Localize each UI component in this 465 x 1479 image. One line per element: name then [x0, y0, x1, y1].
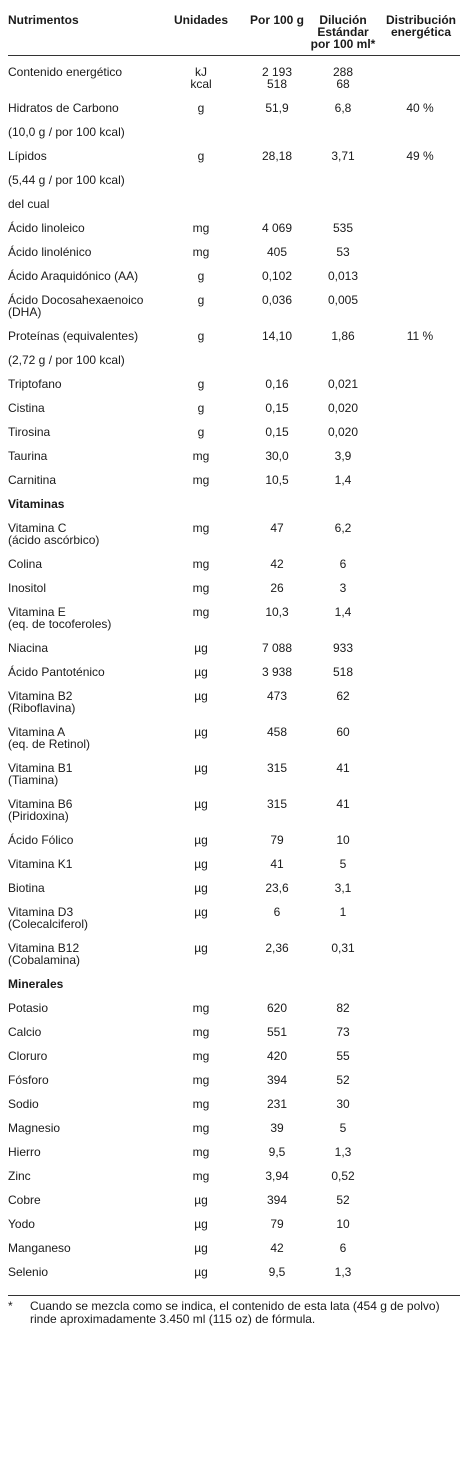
nutrient-name: Hierro [8, 1145, 41, 1159]
table-row [0, 426, 465, 450]
nutrient-name: Yodo [8, 1217, 35, 1231]
dilution-cell: 0,020 [327, 425, 359, 439]
dilution-cell: 5 [339, 1121, 347, 1135]
per-100g-cell: 51,9 [265, 101, 289, 115]
unit-cell: g [197, 149, 205, 163]
unit-cell: mg [192, 557, 210, 571]
table-row [0, 882, 465, 906]
per-100g-cell: 620 [266, 1001, 288, 1015]
nutrient-name: Cistina [8, 401, 45, 415]
per-100g-cell: 0,16 [265, 377, 289, 391]
dilution-cell: 0,020 [327, 401, 359, 415]
per-100g-cell: 7 088 [261, 641, 293, 655]
note-text: (10,0 g / por 100 kcal) [8, 125, 125, 139]
table-row [0, 1122, 465, 1146]
per-100g-cell: 10,3 [265, 605, 289, 619]
note-text: (2,72 g / por 100 kcal) [8, 353, 125, 367]
note-row [0, 126, 465, 150]
dilution-cell: 41 [336, 797, 350, 811]
unit-cell: mg [192, 1097, 210, 1111]
dilution-cell: 0,013 [327, 269, 359, 283]
table-row [0, 378, 465, 402]
dilution-cell: 62 [336, 689, 350, 703]
per-100g-cell: 420 [266, 1049, 288, 1063]
nutrient-name: Vitamina A (eq. de Retinol) [8, 725, 91, 751]
dilution-cell: 933 [332, 641, 354, 655]
nutrient-name: Hidratos de Carbono [8, 101, 119, 115]
nutrient-name: Vitamina D3 (Colecalciferol) [8, 905, 89, 931]
unit-cell: mg [192, 1145, 210, 1159]
dilution-cell: 30 [336, 1097, 350, 1111]
per-100g-cell: 231 [266, 1097, 288, 1111]
footer-divider [8, 1295, 460, 1296]
section-title: Vitaminas [8, 497, 65, 511]
distribution-cell: 49 % [406, 149, 434, 163]
nutrient-name: Contenido energético [8, 65, 123, 79]
dilution-cell: 0,31 [331, 941, 355, 955]
dilution-cell: 1,86 [331, 329, 355, 343]
nutrient-name: Calcio [8, 1025, 42, 1039]
table-row [0, 1242, 465, 1266]
nutrient-name: Vitamina B12 (Cobalamina) [8, 941, 81, 967]
per-100g-cell: 3,94 [265, 1169, 289, 1183]
per-100g-cell: 26 [270, 581, 284, 595]
unit-cell: g [197, 425, 205, 439]
table-row [0, 294, 465, 318]
unit-cell: µg [194, 797, 208, 811]
unit-cell: mg [192, 473, 210, 487]
footnote-text: Cuando se mezcla como se indica, el contenido de esta lata (454 g de polvo) rinde aproximadamente 3.450 ml (115 oz) de fórmula. [30, 1299, 440, 1326]
dilution-cell: 10 [336, 1217, 350, 1231]
nutrient-name: Vitamina B6 (Piridoxina) [8, 797, 73, 823]
per-100g-cell: 3 938 [261, 665, 293, 679]
dilution-cell: 52 [336, 1073, 350, 1087]
per-100g-cell: 2,36 [265, 941, 289, 955]
per-100g-cell: 458 [266, 725, 288, 739]
table-row [0, 642, 465, 666]
nutrient-name: Ácido Fólico [8, 833, 74, 847]
nutrient-name: Ácido Pantoténico [8, 665, 105, 679]
per-100g-cell: 0,036 [261, 293, 293, 307]
unit-cell: µg [194, 833, 208, 847]
table-row [0, 450, 465, 474]
dilution-cell: 518 [332, 665, 354, 679]
unit-cell: µg [194, 689, 208, 703]
per-100g-cell: 10,5 [265, 473, 289, 487]
nutrient-name: Ácido Araquidónico (AA) [8, 269, 139, 283]
table-row [0, 858, 465, 882]
dilution-cell: 3 [339, 581, 347, 595]
nutrient-name: Magnesio [8, 1121, 61, 1135]
dilution-cell: 1 [339, 905, 347, 919]
unit-cell: g [197, 401, 205, 415]
section-title: Minerales [8, 977, 64, 991]
nutrient-name: Selenio [8, 1265, 49, 1279]
table-row [0, 798, 465, 822]
section-heading [0, 978, 465, 1002]
dilution-cell: 5 [339, 857, 347, 871]
dilution-cell: 53 [336, 245, 350, 259]
nutrient-name: Ácido linoleico [8, 221, 85, 235]
unit-cell: g [197, 269, 205, 283]
table-row [0, 942, 465, 966]
unit-cell: mg [192, 1001, 210, 1015]
table-row [0, 582, 465, 606]
nutrient-name: Lípidos [8, 149, 47, 163]
note-text: del cual [8, 197, 50, 211]
per-100g-cell: 23,6 [265, 881, 289, 895]
table-row [0, 102, 465, 126]
dilution-cell: 1,4 [334, 605, 352, 619]
table-row [0, 666, 465, 690]
per-100g-cell: 473 [266, 689, 288, 703]
nutrient-name: Triptofano [8, 377, 62, 391]
table-row [0, 906, 465, 930]
nutrient-name: Vitamina C (ácido ascórbico) [8, 521, 100, 547]
nutrient-name: Fósforo [8, 1073, 49, 1087]
unit-cell: µg [194, 1265, 208, 1279]
dilution-cell: 10 [336, 833, 350, 847]
header-nutrient: Nutrimentos [8, 13, 79, 27]
nutrient-name: Cobre [8, 1193, 41, 1207]
nutrient-name: Ácido Docosahexaenoico (DHA) [8, 293, 144, 319]
table-row [0, 1194, 465, 1218]
table-row [0, 270, 465, 294]
per-100g-cell: 394 [266, 1193, 288, 1207]
table-row [0, 402, 465, 426]
nutrient-name: Manganeso [8, 1241, 71, 1255]
per-100g-cell: 42 [270, 557, 284, 571]
per-100g-cell: 0,102 [261, 269, 293, 283]
table-row [0, 1074, 465, 1098]
dilution-cell: 1,3 [334, 1265, 352, 1279]
nutrient-name: Biotina [8, 881, 45, 895]
nutrient-name: Ácido linolénico [8, 245, 92, 259]
table-row [0, 522, 465, 546]
unit-cell: mg [192, 581, 210, 595]
per-100g-cell: 9,5 [268, 1265, 286, 1279]
unit-cell: µg [194, 1193, 208, 1207]
dilution-cell: 6 [339, 557, 347, 571]
dilution-cell: 0,52 [331, 1169, 355, 1183]
table-row [0, 246, 465, 270]
nutrient-name: Proteínas (equivalentes) [8, 329, 139, 343]
table-row [0, 834, 465, 858]
header-divider [8, 55, 460, 56]
dilution-cell: 6 [339, 1241, 347, 1255]
unit-cell: mg [192, 1121, 210, 1135]
unit-cell: µg [194, 941, 208, 955]
distribution-cell: 40 % [406, 101, 434, 115]
header-dilution: Dilución Estándar por 100 ml* [310, 13, 376, 51]
note-text: (5,44 g / por 100 kcal) [8, 173, 125, 187]
per-100g-cell: 42 [270, 1241, 284, 1255]
per-100g-cell: 30,0 [265, 449, 289, 463]
table-row [0, 606, 465, 630]
unit-cell: mg [192, 521, 210, 535]
table-row [0, 1050, 465, 1074]
unit-cell: µg [194, 761, 208, 775]
table-row [0, 474, 465, 498]
per-100g-cell: 0,15 [265, 425, 289, 439]
unit-cell: mg [192, 221, 210, 235]
table-row [0, 222, 465, 246]
per-100g-cell: 394 [266, 1073, 288, 1087]
unit-cell: mg [192, 1073, 210, 1087]
dilution-cell: 55 [336, 1049, 350, 1063]
table-row [0, 1002, 465, 1026]
unit-cell: µg [194, 881, 208, 895]
table-row [0, 1218, 465, 1242]
nutrient-name: Vitamina B1 (Tiamina) [8, 761, 73, 787]
per-100g-cell: 39 [270, 1121, 284, 1135]
table-row [0, 690, 465, 714]
dilution-cell: 3,1 [334, 881, 352, 895]
per-100g-cell: 9,5 [268, 1145, 286, 1159]
table-row [0, 1146, 465, 1170]
section-heading [0, 498, 465, 522]
per-100g-cell: 0,15 [265, 401, 289, 415]
unit-cell: µg [194, 1217, 208, 1231]
dilution-cell: 0,021 [327, 377, 359, 391]
nutrient-name: Taurina [8, 449, 48, 463]
nutrient-name: Cloruro [8, 1049, 48, 1063]
dilution-cell: 1,3 [334, 1145, 352, 1159]
header-per-100g: Por 100 g [249, 13, 305, 27]
per-100g-cell: 79 [270, 833, 284, 847]
per-100g-cell: 315 [266, 797, 288, 811]
footnote-marker: * [8, 1299, 13, 1313]
table-row [0, 1098, 465, 1122]
header-units: Unidades [173, 13, 228, 27]
nutrient-name: Sodio [8, 1097, 39, 1111]
table-row [0, 150, 465, 174]
dilution-cell: 6,8 [334, 101, 352, 115]
unit-cell: g [197, 377, 205, 391]
unit-cell: µg [194, 725, 208, 739]
unit-cell: g [197, 101, 205, 115]
unit-cell: mg [192, 1169, 210, 1183]
per-100g-cell: 315 [266, 761, 288, 775]
note-row [0, 198, 465, 222]
per-100g-cell: 79 [270, 1217, 284, 1231]
per-100g-cell: 28,18 [261, 149, 293, 163]
unit-cell: kJ kcal [190, 65, 212, 91]
unit-cell: µg [194, 857, 208, 871]
dilution-cell: 0,005 [327, 293, 359, 307]
table-header [0, 0, 465, 60]
dilution-cell: 60 [336, 725, 350, 739]
table-row [0, 66, 465, 90]
per-100g-cell: 14,10 [261, 329, 293, 343]
dilution-cell: 41 [336, 761, 350, 775]
table-row [0, 1266, 465, 1290]
unit-cell: µg [194, 665, 208, 679]
dilution-cell: 82 [336, 1001, 350, 1015]
table-row [0, 762, 465, 786]
dilution-cell: 288 68 [332, 65, 354, 91]
nutrient-name: Vitamina K1 [8, 857, 73, 871]
note-row [0, 354, 465, 378]
unit-cell: mg [192, 605, 210, 619]
nutrient-name: Colina [8, 557, 43, 571]
nutrient-name: Niacina [8, 641, 49, 655]
per-100g-cell: 2 193 518 [261, 65, 293, 91]
nutrient-name: Potasio [8, 1001, 49, 1015]
nutrient-name: Vitamina B2 (Riboflavina) [8, 689, 76, 715]
unit-cell: mg [192, 245, 210, 259]
unit-cell: mg [192, 1049, 210, 1063]
table-row [0, 330, 465, 354]
unit-cell: g [197, 329, 205, 343]
per-100g-cell: 41 [270, 857, 284, 871]
dilution-cell: 6,2 [334, 521, 352, 535]
nutrient-name: Vitamina E (eq. de tocoferoles) [8, 605, 112, 631]
unit-cell: µg [194, 641, 208, 655]
unit-cell: g [197, 293, 205, 307]
table-row [0, 1170, 465, 1194]
unit-cell: mg [192, 1025, 210, 1039]
nutrient-name: Inositol [8, 581, 47, 595]
unit-cell: mg [192, 449, 210, 463]
per-100g-cell: 4 069 [261, 221, 293, 235]
table-row [0, 726, 465, 750]
unit-cell: µg [194, 905, 208, 919]
nutrient-name: Zinc [8, 1169, 31, 1183]
per-100g-cell: 405 [266, 245, 288, 259]
per-100g-cell: 47 [270, 521, 284, 535]
per-100g-cell: 551 [266, 1025, 288, 1039]
nutrient-name: Tirosina [8, 425, 51, 439]
table-row [0, 1026, 465, 1050]
dilution-cell: 73 [336, 1025, 350, 1039]
unit-cell: µg [194, 1241, 208, 1255]
dilution-cell: 3,9 [334, 449, 352, 463]
table-row [0, 558, 465, 582]
dilution-cell: 3,71 [331, 149, 355, 163]
header-distribution: Distribución energética [385, 13, 456, 39]
nutrient-name: Carnitina [8, 473, 57, 487]
dilution-cell: 535 [332, 221, 354, 235]
note-row [0, 174, 465, 198]
dilution-cell: 1,4 [334, 473, 352, 487]
dilution-cell: 52 [336, 1193, 350, 1207]
distribution-cell: 11 % [406, 329, 434, 343]
per-100g-cell: 6 [273, 905, 281, 919]
